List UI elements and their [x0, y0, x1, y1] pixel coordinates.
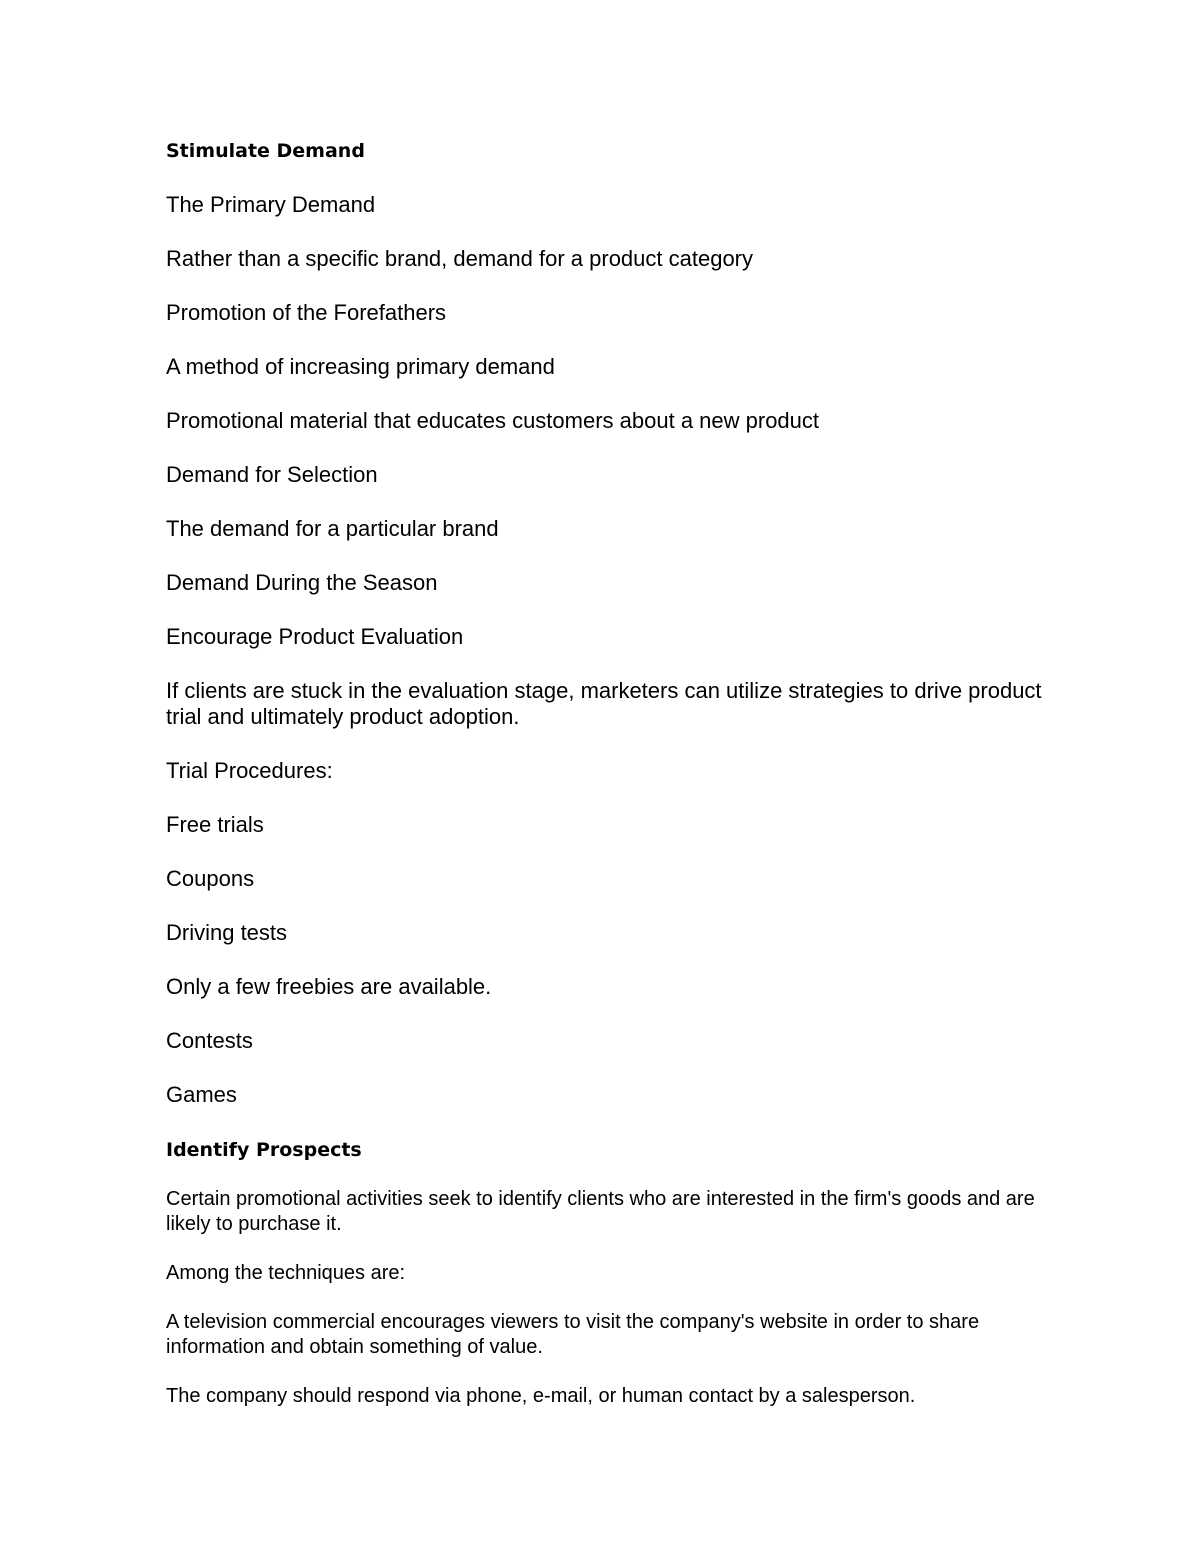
- section-heading-identify-prospects: Identify Prospects: [166, 1139, 362, 1161]
- paragraph: Only a few freebies are available.: [166, 974, 492, 999]
- paragraph: Rather than a specific brand, demand for a product category: [166, 246, 754, 271]
- paragraph: Promotion of the Forefathers: [166, 300, 447, 325]
- paragraph: Among the techniques are:: [166, 1262, 406, 1284]
- paragraph: A method of increasing primary demand: [166, 354, 555, 379]
- paragraph: Demand for Selection: [166, 462, 378, 487]
- paragraph: Coupons: [166, 866, 255, 891]
- paragraph: Driving tests: [166, 920, 288, 945]
- document-body: [166, 139, 1046, 1433]
- paragraph: Free trials: [166, 812, 264, 837]
- paragraph: The demand for a particular brand: [166, 516, 499, 541]
- paragraph: Contests: [166, 1028, 253, 1053]
- paragraph: If clients are stuck in the evaluation stage, marketers can utilize strategies to drive product trial and ultimately product adoption.: [166, 678, 1042, 729]
- paragraph: A television commercial encourages viewers to visit the company's website in order to share information and obtain something of value.: [166, 1311, 980, 1358]
- section-heading-stimulate-demand: Stimulate Demand: [166, 140, 365, 162]
- paragraph: Promotional material that educates customers about a new product: [166, 408, 820, 433]
- paragraph: The Primary Demand: [166, 192, 376, 217]
- paragraph: Trial Procedures:: [166, 758, 333, 783]
- paragraph: Encourage Product Evaluation: [166, 624, 464, 649]
- paragraph: The company should respond via phone, e-mail, or human contact by a salesperson.: [166, 1385, 916, 1407]
- paragraph: Certain promotional activities seek to identify clients who are interested in the firm's goods and are likely to purchase it.: [166, 1188, 1035, 1235]
- paragraph: Games: [166, 1082, 237, 1107]
- paragraph: Demand During the Season: [166, 570, 438, 595]
